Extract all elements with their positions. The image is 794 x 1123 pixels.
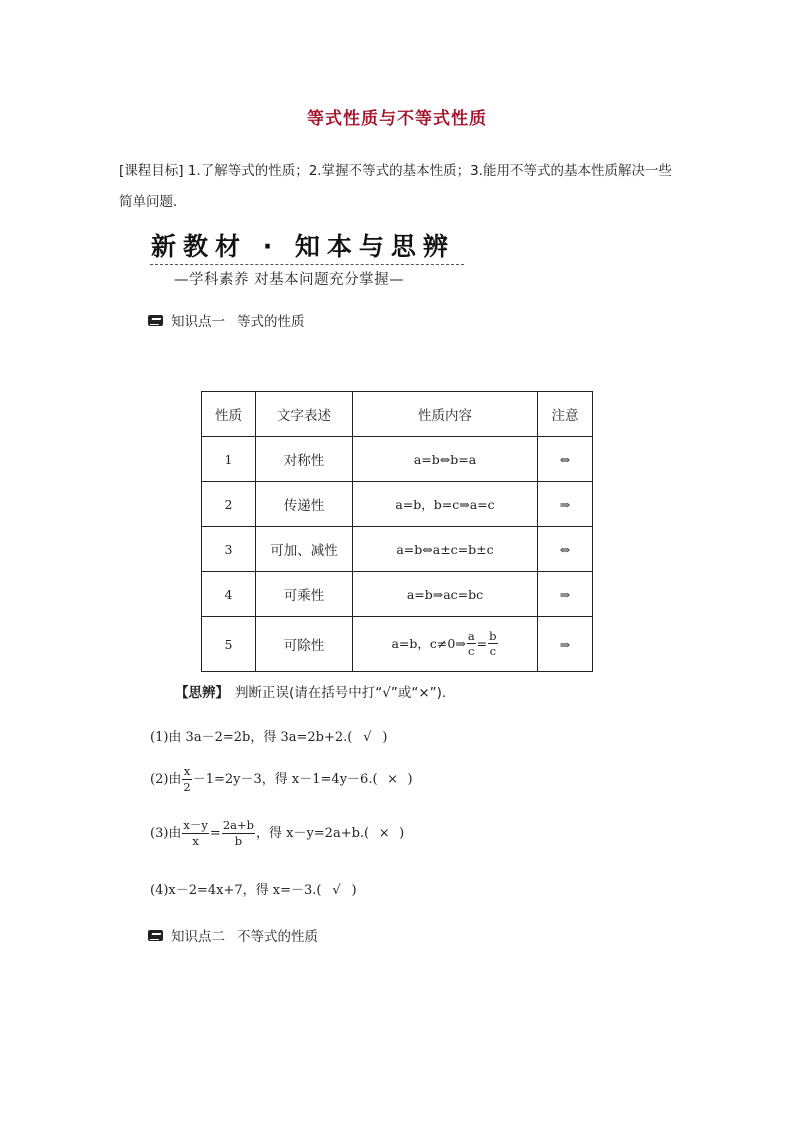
- property-note: ⇔: [538, 527, 593, 572]
- exercise-text: (1)由 3a－2=2b，得 3a=2b+2.(: [150, 730, 353, 745]
- property-note: ⇔: [538, 437, 593, 482]
- denominator: 2: [183, 779, 191, 794]
- table-row: [202, 572, 593, 617]
- course-goal: [课程目标] 1.了解等式的性质；2.掌握不等式的基本性质；3.能用不等式的基本性质解决一些简单问题.: [119, 163, 672, 210]
- property-note: ⇒: [538, 617, 593, 672]
- exercise-text: (4)x－2=4x+7，得 x=－3.(: [150, 883, 322, 898]
- property-note: ⇒: [538, 482, 593, 527]
- numerator: a: [467, 628, 475, 643]
- table-row: [202, 437, 593, 482]
- column-header: 性质: [202, 392, 256, 437]
- property-description: 对称性: [256, 437, 353, 482]
- property-content: a=b⇔a±c=b±c: [353, 527, 538, 572]
- property-note: ⇒: [538, 572, 593, 617]
- property-description: 传递性: [256, 482, 353, 527]
- numerator: x－y: [183, 818, 208, 832]
- section-divider: [150, 264, 464, 265]
- property-content: a=b⇒ac=bc: [353, 572, 538, 617]
- knowledge-point-1: [148, 310, 305, 330]
- numerator: b: [489, 628, 497, 643]
- fraction: [182, 820, 208, 847]
- column-header: 性质内容: [353, 392, 538, 437]
- section-subheading: —学科素养 对基本问题充分掌握—: [174, 272, 405, 288]
- property-number: 5: [202, 617, 256, 672]
- exercise-4: [150, 879, 357, 898]
- exercise-2: [150, 766, 413, 793]
- reflection-prompt: [175, 681, 446, 701]
- knowledge-point-name: 不等式的性质: [237, 929, 318, 945]
- exercise-3: [150, 820, 404, 847]
- fraction: [467, 628, 476, 658]
- table-row: [202, 527, 593, 572]
- fraction: [222, 820, 255, 847]
- knowledge-point-name: 等式的性质: [237, 314, 305, 330]
- exercise-answer: ×: [387, 772, 398, 787]
- reflection-label: 【思辨】: [175, 685, 229, 701]
- property-number: 1: [202, 437, 256, 482]
- reflection-text: 判断正误(请在括号中打“√”或“×”).: [235, 685, 447, 701]
- knowledge-point-2: [148, 925, 318, 945]
- content-prefix: a=b，c≠0⇒: [391, 635, 466, 651]
- equality-properties-table: [201, 391, 593, 672]
- exercise-lead: (3)由: [150, 826, 182, 841]
- property-description: 可除性: [256, 617, 353, 672]
- numerator: 2a+b: [222, 818, 254, 832]
- denominator: c: [489, 644, 497, 658]
- denominator: x: [192, 833, 199, 848]
- table-row: [202, 617, 593, 672]
- property-number: 3: [202, 527, 256, 572]
- denominator: c: [468, 644, 475, 658]
- exercise-answer: √: [363, 730, 372, 745]
- knowledge-point-label: 知识点一: [171, 314, 225, 330]
- property-number: 2: [202, 482, 256, 527]
- exercise-text: －1=2y－3，得 x－1=4y－6.(: [192, 772, 378, 787]
- column-header: 文字表述: [256, 392, 353, 437]
- numerator: x: [183, 764, 191, 778]
- property-content: [353, 617, 538, 672]
- property-content: a=b⇔b=a: [353, 437, 538, 482]
- section-heading: 新教材 · 知本与思辨: [151, 232, 455, 261]
- exercise-answer: √: [332, 883, 341, 898]
- fraction: [182, 766, 191, 793]
- exercise-text: ，得 x－y=2a+b.(: [255, 826, 370, 841]
- exercise-close: ): [382, 730, 388, 745]
- exercise-close: ): [351, 883, 357, 898]
- property-number: 4: [202, 572, 256, 617]
- equals-sign: =: [209, 826, 221, 841]
- table-row: [202, 482, 593, 527]
- exercise-1: [150, 726, 387, 745]
- property-description: 可加、减性: [256, 527, 353, 572]
- pencil-note-icon: [148, 930, 163, 941]
- exercise-answer: ×: [378, 826, 390, 841]
- page-title: 等式性质与不等式性质: [307, 109, 487, 129]
- exercise-close: ): [407, 772, 413, 787]
- equals-sign: =: [476, 635, 488, 651]
- table-header-row: [202, 392, 593, 437]
- property-description: 可乘性: [256, 572, 353, 617]
- column-header: 注意: [538, 392, 593, 437]
- fraction: [488, 628, 497, 658]
- property-content: a=b，b=c⇒a=c: [353, 482, 538, 527]
- denominator: b: [234, 833, 243, 848]
- exercise-close: ): [399, 826, 405, 841]
- knowledge-point-label: 知识点二: [171, 929, 225, 945]
- exercise-lead: (2)由: [150, 772, 182, 787]
- pencil-note-icon: [148, 315, 163, 326]
